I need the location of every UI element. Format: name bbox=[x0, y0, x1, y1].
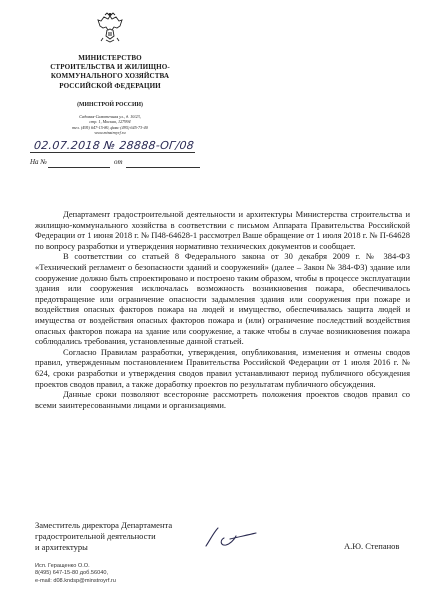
registration-line bbox=[30, 139, 195, 155]
reference-line bbox=[30, 158, 200, 170]
executor-name: Исп. Геращенко О.О. bbox=[35, 563, 90, 569]
body-paragraph: Данные сроки позволяют всесторонне рассмотреть положения проектов сводов правил со всеми заинтересованными лицами и организациями. bbox=[35, 389, 410, 410]
ministry-name-line: КОММУНАЛЬНОГО ХОЗЯЙСТВА bbox=[50, 72, 170, 81]
signatory-name: А.Ю. Степанов bbox=[344, 541, 400, 551]
handwritten-registration-number: 02.07.2018 № 28888-ОГ/08 bbox=[33, 139, 195, 152]
signatory-title-line: градостроительной деятельности bbox=[35, 531, 156, 541]
reference-number-underline bbox=[48, 167, 110, 168]
reference-date-label: от bbox=[114, 158, 123, 166]
ministry-name bbox=[30, 54, 190, 91]
address-line: www.minstroyrf.ru bbox=[94, 130, 126, 136]
signatory-title-line: Заместитель директора Департамента bbox=[35, 520, 173, 530]
executor-email: e-mail: d08.kndsp@minstroyrf.ru bbox=[35, 577, 116, 584]
reference-date-underline bbox=[126, 167, 200, 168]
body-paragraph: В соответствии со статьей 8 Федерального закона от 30 декабря 2009 г. № 384-ФЗ «Технический регламент о безопасности зданий и сооружений» (далее – Закон № 384-ФЗ) здание или сооружение должно быть спроектировано и построено таким образом, чтобы в процессе эксплуатации здания или сооружения исключалась возможность возникновения пожара, обеспечивалось предотвращение или ограничение опасности задымления здания или сооружения при пожаре и воздействия опасных факторов пожара на людей и имущество, обеспечивалась защита людей и имущества от воздействия опасных факторов пожара и (или) ограничение последствий воздействия опасных факторов пожара на здание или сооружение, а также чтобы в случае возникновения пожара соблюдались требования, установленные данной статьей. bbox=[35, 251, 410, 347]
body-paragraph: Департамент градостроительной деятельности и архитектуры Министерства строительства и жилищно-коммунального хозяйства в соответствии с письмом Аппарата Правительства Российской Федерации от 1 июня 2018 г. № П48-64628-1 рассмотрел Ваше обращение от 1 июля 2018 г. № П-64628 по вопросу разработки и утверждения нормативно технических документов и сообщает. bbox=[35, 209, 410, 251]
address-line: стр. 1, Москва, 127994 bbox=[89, 119, 131, 125]
letter-body bbox=[35, 209, 410, 410]
executor-phone: 8(495) 647-15-80 доб.56040, bbox=[35, 570, 109, 577]
address-line: Садовая-Самотечная ул., д. 10/23, bbox=[79, 114, 141, 119]
registration-underline bbox=[30, 152, 195, 153]
ministry-name-line: МИНИСТЕРСТВО bbox=[78, 54, 142, 62]
ministry-name-line: СТРОИТЕЛЬСТВА И ЖИЛИЩНО- bbox=[50, 63, 170, 72]
ministry-abbreviation: (МИНСТРОЙ РОССИИ) bbox=[77, 102, 143, 108]
reference-number-label: На № bbox=[30, 158, 47, 166]
address-line: тел. (495) 647-15-80, факс (495) 645-73-40 bbox=[72, 124, 148, 130]
executor-info bbox=[35, 563, 116, 585]
coat-of-arms-emblem bbox=[96, 12, 124, 44]
ministry-address bbox=[30, 114, 190, 136]
ministry-name-line: РОССИЙСКОЙ ФЕДЕРАЦИИ bbox=[59, 81, 161, 90]
signatory-title bbox=[35, 520, 172, 553]
body-paragraph: Согласно Правилам разработки, утверждения, опубликования, изменения и отмены сводов правил, утвержденным постановлением Правительства Российской Федерации от 1 июля 2016 г. № 624, сроки разработки и утверждения сводов правил устанавливают период публичного обсуждения проектов сводов правил, а также доработку проектов по результатам публичного обсуждения. bbox=[35, 346, 410, 389]
handwritten-signature bbox=[200, 518, 260, 552]
signatory-title-line: и архитектуры bbox=[35, 542, 88, 552]
